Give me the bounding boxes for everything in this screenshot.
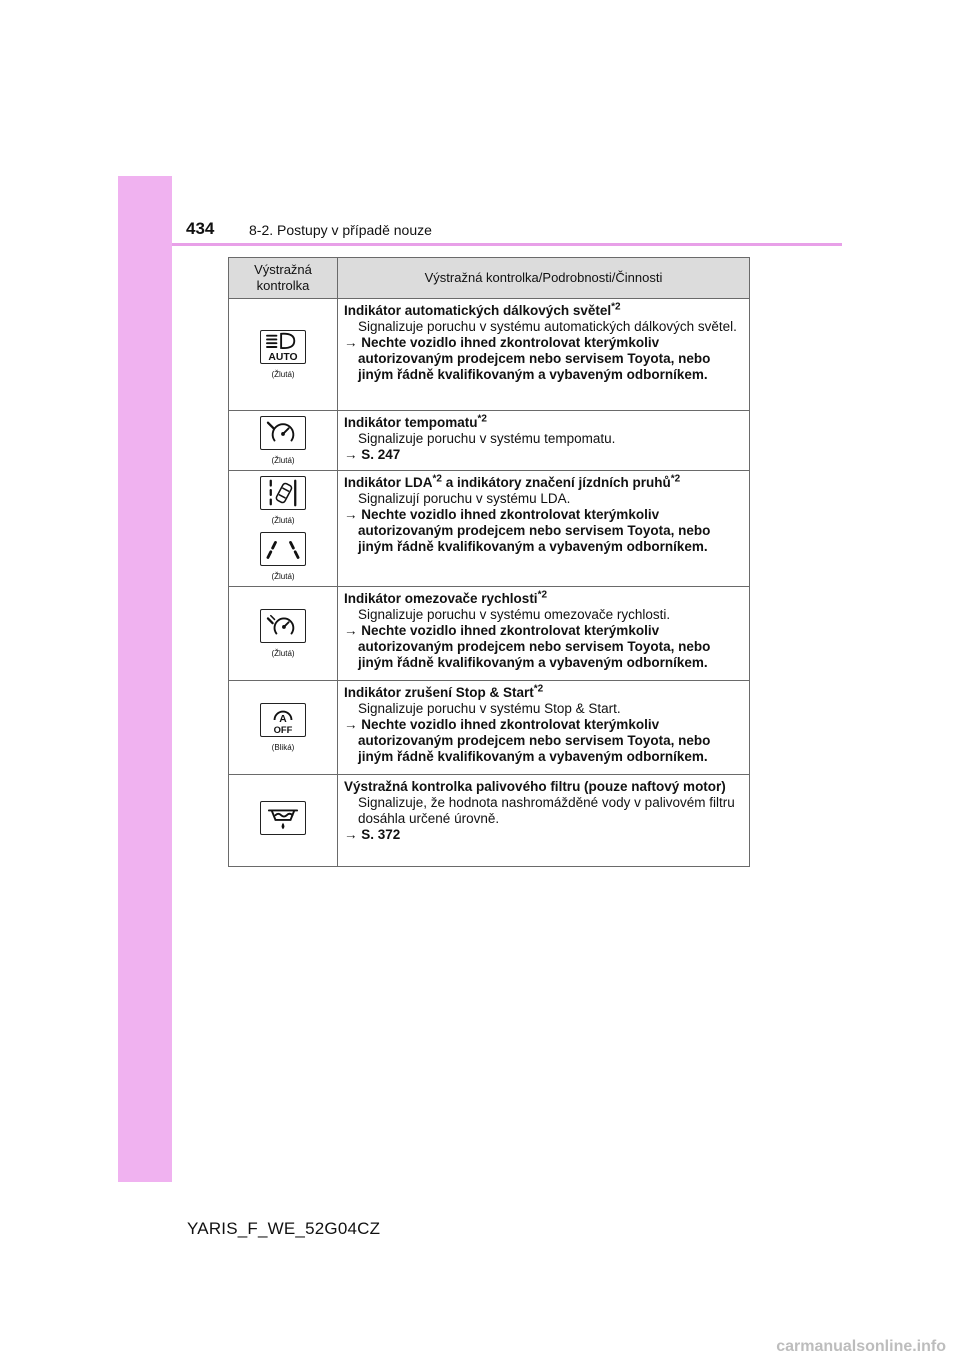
description-cell: [338, 411, 750, 471]
action-text: → Nechte vozidlo ihned zkontrolovat kterýmkoliv autorizovaným prodejcem nebo servisem Toyota, nebo jiným řádně kvalifikovaným a vybaveným odborníkem.: [344, 717, 711, 764]
cruise-control-icon: [260, 416, 306, 450]
section-title: 8-2. Postupy v případě nouze: [249, 222, 432, 238]
description-cell: [338, 299, 750, 411]
indicator-description: Signalizuje poruchu v systému automatických dálkových světel.: [358, 319, 737, 334]
action-text: → Nechte vozidlo ihned zkontrolovat kterýmkoliv autorizovaným prodejcem nebo servisem Toyota, nebo jiným řádně kvalifikovaným a vybaveným odborníkem.: [344, 335, 711, 382]
footnote-marker: *2: [432, 473, 442, 485]
description-cell: [338, 587, 750, 681]
side-tab-bar: [118, 176, 172, 1182]
page-reference: → S. 372: [344, 827, 401, 842]
table-row: [229, 411, 750, 471]
indicator-title: Indikátor tempomatu$^{*2}$: [344, 413, 487, 430]
table-header-row: [229, 258, 750, 299]
column-header-light: Výstražná kontrolka: [229, 258, 338, 299]
table-row: [229, 471, 750, 587]
indicator-description: Signalizuje poruchu v systému Stop & Start.: [358, 701, 621, 716]
speed-limiter-icon: [260, 609, 306, 643]
page-reference: → S. 247: [344, 447, 401, 462]
auto-high-beam-icon: [260, 330, 306, 364]
svg-text:AUTO: AUTO: [268, 351, 298, 363]
icon-cell: [229, 681, 338, 775]
action-text: → Nechte vozidlo ihned zkontrolovat kterýmkoliv autorizovaným prodejcem nebo servisem Toyota, nebo jiným řádně kvalifikovaným a vybaveným odborníkem.: [344, 507, 711, 554]
table-row: [229, 587, 750, 681]
fuel-filter-icon: [260, 801, 306, 835]
icon-caption: (Žlutá): [271, 648, 295, 658]
icon-group: [229, 532, 337, 582]
footnote-marker: *2: [611, 301, 621, 313]
icon-cell: [229, 299, 338, 411]
footnote-marker: *2: [670, 473, 681, 485]
indicator-description: Signalizuje poruchu v systému tempomatu.: [358, 431, 616, 446]
table-row: [229, 681, 750, 775]
indicator-description: Signalizují poruchu v systému LDA.: [358, 491, 571, 506]
document-code: YARIS_F_WE_52G04CZ: [187, 1219, 381, 1238]
lda-icon: [260, 476, 306, 510]
page-number: 434: [186, 219, 215, 238]
table-row: [229, 299, 750, 411]
footnote-marker: *2: [533, 683, 544, 695]
icon-cell: [229, 471, 338, 587]
indicator-title: Indikátor automatických dálkových světel$^{*2}$: [344, 301, 621, 318]
svg-text:A: A: [279, 713, 287, 725]
lane-markings-icon: [260, 532, 306, 566]
indicator-title: Indikátor LDA$^{*2}$ a indikátory značení jízdních pruhů$^{*2}$: [344, 473, 681, 490]
action-text: → Nechte vozidlo ihned zkontrolovat kterýmkoliv autorizovaným prodejcem nebo servisem Toyota, nebo jiným řádně kvalifikovaným a vybaveným odborníkem.: [344, 623, 711, 670]
stop-start-off-icon: [260, 703, 306, 737]
indicator-description: Signalizuje poruchu v systému omezovače rychlosti.: [358, 607, 671, 622]
icon-cell: [229, 587, 338, 681]
column-header-details: Výstražná kontrolka/Podrobnosti/Činnosti: [338, 258, 750, 299]
icon-cell: [229, 411, 338, 471]
icon-caption: (Žlutá): [271, 571, 295, 581]
description-cell: [338, 775, 750, 867]
icon-cell: [229, 775, 338, 867]
icon-caption: (Žlutá): [271, 455, 295, 465]
description-cell: [338, 471, 750, 587]
icon-caption: (Žlutá): [271, 515, 295, 525]
footnote-marker: *2: [477, 413, 487, 425]
indicator-title: Výstražná kontrolka palivového filtru (pouze naftový motor): [344, 779, 726, 794]
indicator-title: Indikátor zrušení Stop & Start$^{*2}$: [344, 683, 544, 700]
indicator-title: Indikátor omezovače rychlosti$^{*2}$: [344, 589, 548, 606]
header-divider: [172, 243, 842, 246]
svg-text:OFF: OFF: [273, 723, 293, 735]
icon-group: [229, 476, 337, 526]
table-row: [229, 775, 750, 867]
warning-lights-table: [228, 257, 750, 867]
footnote-marker: *2: [537, 589, 548, 601]
icon-caption: (Žlutá): [271, 369, 295, 379]
indicator-description: Signalizuje, že hodnota nashromážděné vody v palivovém filtru dosáhla určené úrovně.: [358, 795, 735, 826]
watermark: carmanualsonline.info: [776, 1338, 946, 1355]
description-cell: [338, 681, 750, 775]
icon-caption: (Bliká): [271, 742, 295, 752]
